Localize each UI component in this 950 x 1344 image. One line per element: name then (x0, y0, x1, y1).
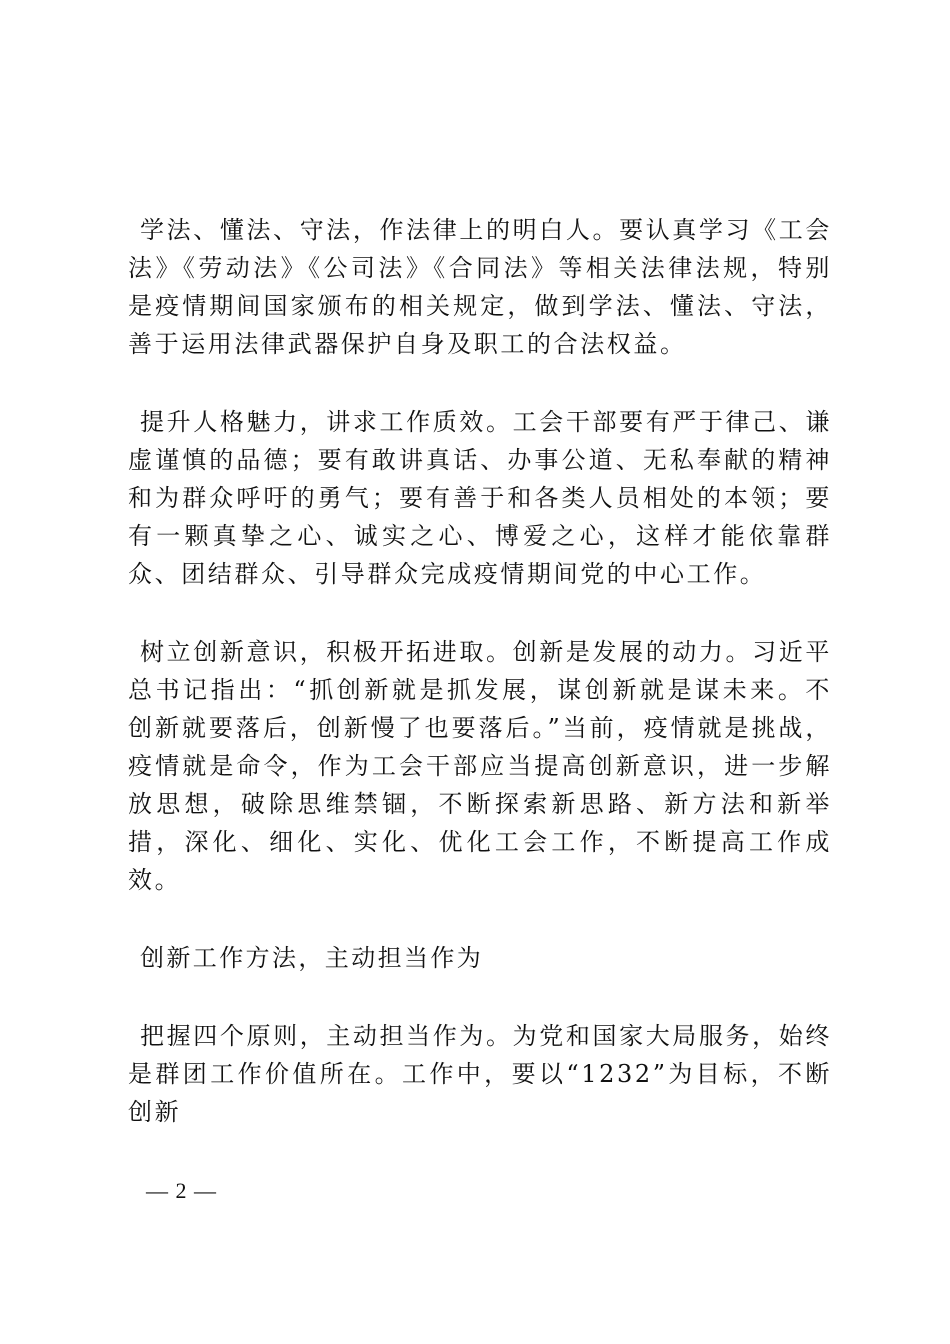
paragraph-four-principles: 把握四个原则，主动担当作为。为党和国家大局服务，始终是群团工作价值所在。工作中，要以“1232”为目标，不断创新 (128, 1022, 832, 1126)
paragraph-law-study: 学法、懂法、守法，作法律上的明白人。要认真学习《工会法》《劳动法》《公司法》《合同法》等相关法律法规，特别是疫情期间国家颁布的相关规定，做到学法、懂法、守法，善于运用法律武器保护自身及职工的合法权益。 (128, 216, 832, 358)
paragraph-personal-charm: 提升人格魅力，讲求工作质效。工会干部要有严于律己、谦虚谨慎的品德；要有敢讲真话、办事公道、无私奉献的精神和为群众呼吁的勇气；要有善于和各类人员相处的本领；要有一颗真挚之心、诚实之心、博爱之心，这样才能依靠群众、团结群众、引导群众完成疫情期间党的中心工作。 (128, 408, 832, 588)
section-heading: 创新工作方法，主动担当作为 (140, 944, 484, 972)
paragraph-innovation-awareness: 树立创新意识，积极开拓进取。创新是发展的动力。习近平总书记指出：“抓创新就是抓发展，谋创新就是谋未来。不创新就要落后，创新慢了也要落后。”当前，疫情就是挑战，疫情就是命令，作为工会干部应当提高创新意识，进一步解放思想，破除思维禁锢，不断探索新思路、新方法和新举措，深化、细化、实化、优化工会工作，不断提高工作成效。 (128, 638, 832, 894)
document-body (128, 211, 832, 1171)
page-number: — 2 — (146, 1178, 217, 1203)
